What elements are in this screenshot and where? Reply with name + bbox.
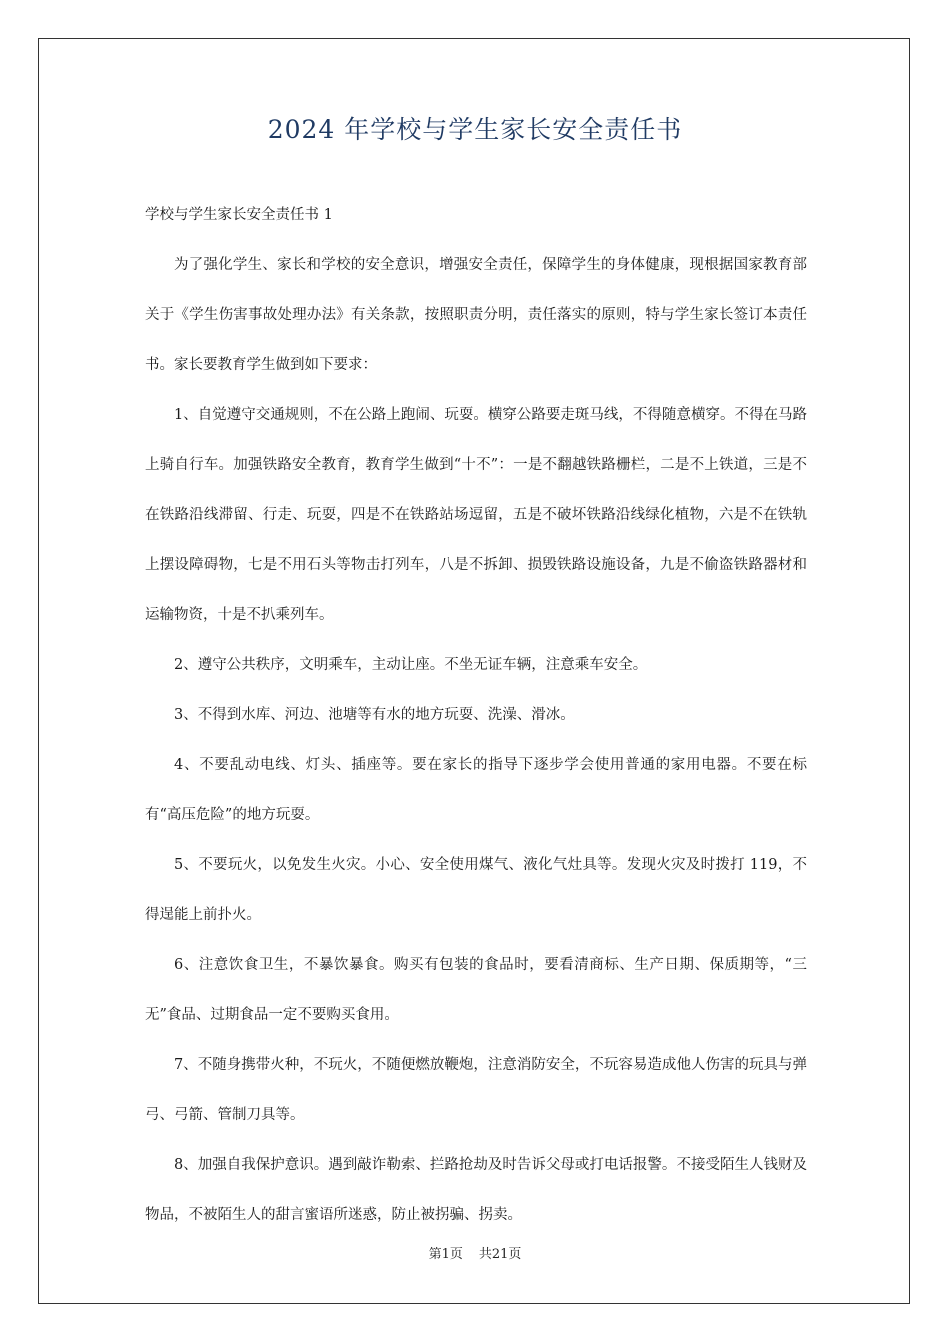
paragraph-rule-3: 3、不得到水库、河边、池塘等有水的地方玩耍、洗澡、滑冰。 (174, 707, 575, 723)
page-footer (0, 1245, 950, 1265)
paragraph-rule-5: 5、不要玩火，以免发生火灾。小心、安全使用煤气、液化气灶具等。发现火灾及时拨打 119，不得逞能上前扑火。 (145, 857, 807, 923)
page-number-current: 第1页 (428, 1247, 463, 1262)
paragraph-rule-2: 2、遵守公共秩序，文明乘车，主动让座。不坐无证车辆，注意乘车安全。 (174, 657, 648, 673)
page-number-total: 共21页 (478, 1247, 522, 1262)
section-heading: 学校与学生家长安全责任书 1 (145, 207, 333, 223)
paragraph-rule-7: 7、不随身携带火种，不玩火，不随便燃放鞭炮，注意消防安全，不玩容易造成他人伤害的玩具与弹弓、弓箭、管制刀具等。 (145, 1057, 807, 1123)
paragraph-intro: 为了强化学生、家长和学校的安全意识，增强安全责任，保障学生的身体健康，现根据国家教育部关于《学生伤害事故处理办法》有关条款，按照职责分明，责任落实的原则，特与学生家长签订本责任书。家长要教育学生做到如下要求： (145, 257, 807, 373)
paragraph-rule-6: 6、注意饮食卫生，不暴饮暴食。购买有包装的食品时，要看清商标、生产日期、保质期等，“三无”食品、过期食品一定不要购买食用。 (145, 957, 807, 1023)
paragraph-rule-8: 8、加强自我保护意识。遇到敲诈勒索、拦路抢劫及时告诉父母或打电话报警。不接受陌生人钱财及物品，不被陌生人的甜言蜜语所迷惑，防止被拐骗、拐卖。 (145, 1157, 807, 1223)
document-body (145, 190, 807, 1240)
document-title: 2024 年学校与学生家长安全责任书 (267, 115, 683, 144)
paragraph-rule-4: 4、不要乱动电线、灯头、插座等。要在家长的指导下逐步学会使用普通的家用电器。不要在标有“高压危险”的地方玩耍。 (145, 757, 807, 823)
paragraph-rule-1: 1、自觉遵守交通规则，不在公路上跑闹、玩耍。横穿公路要走斑马线，不得随意横穿。不得在马路上骑自行车。加强铁路安全教育，教育学生做到“十不”：一是不翻越铁路栅栏，二是不上铁道，三是不在铁路沿线滞留、行走、玩耍，四是不在铁路站场逗留，五是不破坏铁路沿线绿化植物，六是不在铁轨上摆设障碍物，七是不用石头等物击打列车，八是不拆卸、损毁铁路设施设备，九是不偷盗铁路器材和运输物资，十是不扒乘列车。 (145, 407, 807, 623)
